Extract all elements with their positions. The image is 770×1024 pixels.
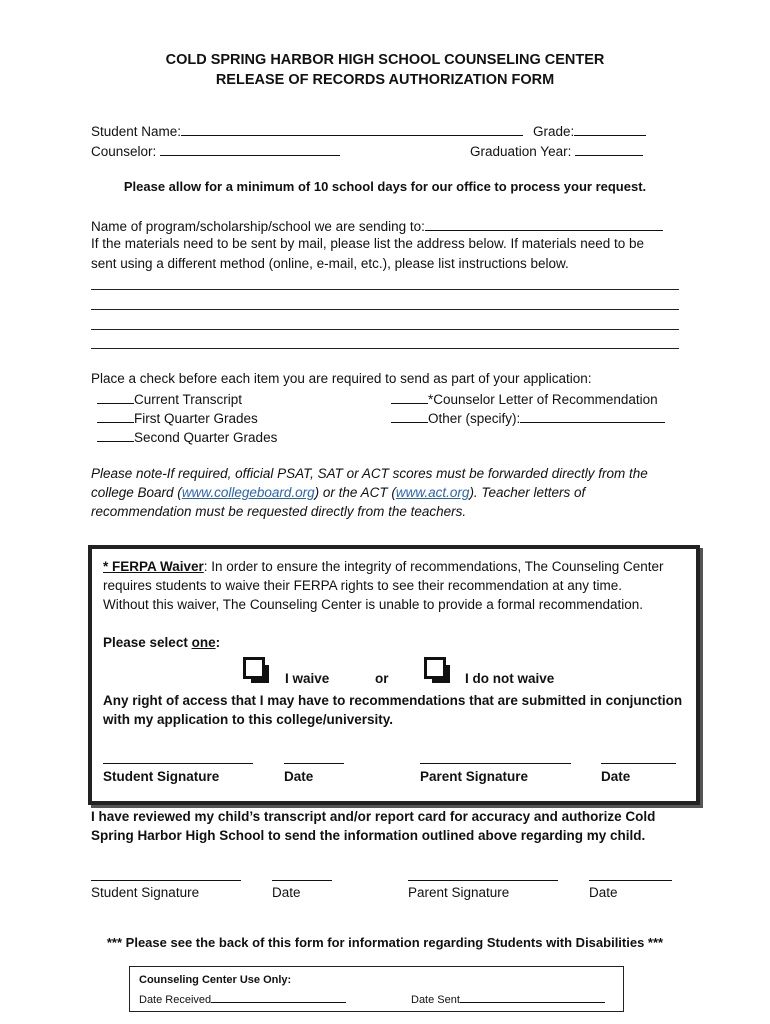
ferpa-rights-2: with my application to this college/university. (103, 712, 394, 727)
review-parent-signature-label: Parent Signature (408, 885, 510, 900)
ferpa-parent-signature-label: Parent Signature (420, 769, 529, 784)
check-item-first-quarter[interactable] (97, 409, 258, 426)
check-item-label: Second Quarter Grades (134, 430, 278, 445)
checklist-intro: Place a check before each item you are required to send as part of your application: (91, 371, 592, 386)
grade-row (533, 122, 646, 139)
address-line-1[interactable] (91, 289, 679, 290)
check-blank[interactable] (97, 409, 134, 423)
mail-instructions-1: If the materials need to be sent by mail, please list the address below. If materials need to be (91, 236, 645, 251)
ferpa-date-label-2: Date (601, 769, 631, 784)
note-line-1: Please note-If required, official PSAT, SAT or ACT scores must be forwarded directly from the (91, 466, 648, 481)
ferpa-student-signature-line[interactable] (103, 763, 253, 764)
ferpa-student-signature-label: Student Signature (103, 769, 220, 784)
ferpa-date-label-1: Date (284, 769, 314, 784)
counselor-row (91, 142, 340, 159)
check-blank[interactable] (391, 390, 428, 404)
office-use-title: Counseling Center Use Only: (139, 974, 292, 986)
counselor-label: Counselor: (91, 144, 157, 159)
date-received-row (139, 991, 346, 1006)
grade-field[interactable] (574, 122, 646, 136)
processing-notice: Please allow for a minimum of 10 school days for our office to process your request. (123, 179, 647, 194)
student-name-field[interactable] (181, 122, 523, 136)
ferpa-select-prompt: Please select one: (103, 635, 221, 650)
collegeboard-link[interactable]: www.collegeboard.org (181, 485, 315, 500)
other-specify-field[interactable] (520, 409, 665, 423)
address-line-4[interactable] (91, 348, 679, 349)
review-statement-1: I have reviewed my child’s transcript and/or report card for accuracy and authorize Cold (91, 809, 656, 824)
note-line-2: college Board (www.collegeboard.org) or the ACT (www.act.org). Teacher letters of (91, 485, 586, 500)
graduation-year-field[interactable] (575, 142, 643, 156)
date-sent-field[interactable] (460, 991, 605, 1003)
address-line-2[interactable] (91, 309, 679, 310)
check-item-second-quarter[interactable] (97, 428, 277, 445)
program-field[interactable] (425, 217, 663, 231)
ferpa-date-line-1[interactable] (284, 763, 344, 764)
date-received-label: Date Received (139, 994, 212, 1006)
address-line-3[interactable] (91, 329, 679, 330)
review-date-line-1[interactable] (272, 880, 332, 881)
date-sent-row (411, 991, 605, 1006)
not-waive-checkbox[interactable] (424, 657, 446, 679)
program-row (91, 217, 663, 234)
ferpa-text-1: * FERPA Waiver: In order to ensure the integrity of recommendations, The Counseling Center (103, 559, 664, 574)
check-item-label: First Quarter Grades (134, 411, 258, 426)
student-name-row (91, 122, 523, 139)
waive-checkbox[interactable] (243, 657, 265, 679)
not-waive-label: I do not waive (465, 671, 555, 686)
graduation-year-label: Graduation Year: (470, 144, 572, 159)
review-statement-2: Spring Harbor High School to send the information outlined above regarding my child. (91, 828, 646, 843)
review-date-line-2[interactable] (589, 880, 672, 881)
ferpa-rights-1: Any right of access that I may have to recommendations that are submitted in conjunction (103, 693, 683, 708)
review-student-signature-label: Student Signature (91, 885, 200, 900)
ferpa-date-line-2[interactable] (601, 763, 676, 764)
check-item-label: Other (specify): (428, 411, 521, 426)
review-student-signature-line[interactable] (91, 880, 241, 881)
date-received-field[interactable] (211, 991, 346, 1003)
check-item-counselor-letter[interactable] (391, 390, 658, 407)
back-of-form-notice: *** Please see the back of this form for information regarding Students with Disabilities *** (106, 935, 664, 950)
check-blank[interactable] (97, 428, 134, 442)
grade-label: Grade: (533, 124, 575, 139)
ferpa-parent-signature-line[interactable] (420, 763, 571, 764)
check-item-label: *Counselor Letter of Recommendation (428, 392, 658, 407)
mail-instructions-2: sent using a different method (online, e-mail, etc.), please list instructions below. (91, 256, 569, 271)
note-line-3: recommendation must be requested directly from the teachers. (91, 504, 467, 519)
ferpa-text-3: Without this waiver, The Counseling Center is unable to provide a formal recommendation. (103, 597, 644, 612)
form-school-title: COLD SPRING HARBOR HIGH SCHOOL COUNSELING CENTER (165, 52, 605, 68)
check-item-other[interactable] (391, 409, 665, 426)
form-title: RELEASE OF RECORDS AUTHORIZATION FORM (215, 72, 555, 88)
waive-label: I waive (285, 671, 330, 686)
counselor-field[interactable] (160, 142, 340, 156)
ferpa-text-2: requires students to waive their FERPA rights to see their recommendation at any time. (103, 578, 622, 593)
review-date-label-2: Date (589, 885, 618, 900)
check-item-transcript[interactable] (97, 390, 242, 407)
program-label: Name of program/scholarship/school we are sending to: (91, 219, 425, 234)
check-item-label: Current Transcript (134, 392, 243, 407)
act-link[interactable]: www.act.org (395, 485, 470, 500)
check-blank[interactable] (391, 409, 428, 423)
check-blank[interactable] (97, 390, 134, 404)
review-date-label-1: Date (272, 885, 301, 900)
student-name-label: Student Name: (91, 124, 182, 139)
review-parent-signature-line[interactable] (408, 880, 558, 881)
or-label: or (375, 671, 389, 686)
ferpa-title: * FERPA Waiver (103, 559, 204, 574)
date-sent-label: Date Sent (411, 994, 460, 1006)
graduation-year-row (470, 142, 643, 159)
